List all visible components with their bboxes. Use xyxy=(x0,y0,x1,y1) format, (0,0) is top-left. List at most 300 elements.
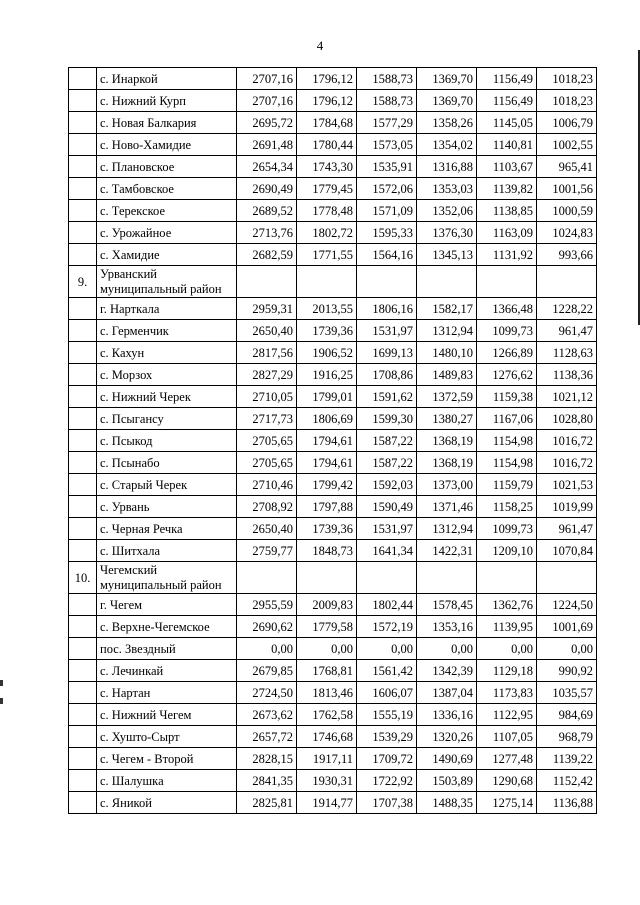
value-cell xyxy=(237,562,297,594)
value-cell: 1802,72 xyxy=(297,222,357,244)
settlement-name-cell: с. Хушто-Сырт xyxy=(97,726,237,748)
table-body xyxy=(69,68,597,814)
value-cell: 1531,97 xyxy=(357,518,417,540)
value-cell: 965,41 xyxy=(537,156,597,178)
value-cell: 1743,30 xyxy=(297,156,357,178)
value-cell: 1021,53 xyxy=(537,474,597,496)
value-cell xyxy=(297,562,357,594)
settlement-name-cell: с. Тамбовское xyxy=(97,178,237,200)
row-number-cell xyxy=(69,178,97,200)
value-cell: 1016,72 xyxy=(537,452,597,474)
value-cell: 1799,01 xyxy=(297,386,357,408)
settlement-name-cell: с. Нижний Черек xyxy=(97,386,237,408)
value-cell: 1813,46 xyxy=(297,682,357,704)
value-cell xyxy=(537,562,597,594)
value-cell: 2710,05 xyxy=(237,386,297,408)
value-cell: 1158,25 xyxy=(477,496,537,518)
value-cell: 961,47 xyxy=(537,518,597,540)
value-cell: 1587,22 xyxy=(357,430,417,452)
value-cell: 1771,55 xyxy=(297,244,357,266)
table-row xyxy=(69,386,597,408)
row-number-cell xyxy=(69,430,97,452)
value-cell: 1167,06 xyxy=(477,408,537,430)
row-number-cell xyxy=(69,474,97,496)
table-row xyxy=(69,682,597,704)
settlement-name-cell: с. Яникой xyxy=(97,792,237,814)
value-cell: 2650,40 xyxy=(237,320,297,342)
value-cell xyxy=(357,562,417,594)
value-cell: 1163,09 xyxy=(477,222,537,244)
value-cell: 1592,03 xyxy=(357,474,417,496)
value-cell: 1139,82 xyxy=(477,178,537,200)
value-cell: 0,00 xyxy=(477,638,537,660)
row-number-cell xyxy=(69,540,97,562)
table-row xyxy=(69,616,597,638)
value-cell: 2825,81 xyxy=(237,792,297,814)
table-row xyxy=(69,222,597,244)
value-cell: 1035,57 xyxy=(537,682,597,704)
table-row xyxy=(69,430,597,452)
table-row xyxy=(69,748,597,770)
value-cell: 2690,62 xyxy=(237,616,297,638)
row-number-cell xyxy=(69,792,97,814)
value-cell: 0,00 xyxy=(537,638,597,660)
value-cell: 1599,30 xyxy=(357,408,417,430)
value-cell: 1641,34 xyxy=(357,540,417,562)
table-row xyxy=(69,594,597,616)
table-row xyxy=(69,726,597,748)
value-cell: 2695,72 xyxy=(237,112,297,134)
value-cell: 1796,12 xyxy=(297,90,357,112)
value-cell: 1369,70 xyxy=(417,68,477,90)
row-number-cell xyxy=(69,320,97,342)
settlement-name-cell: с. Инаркой xyxy=(97,68,237,90)
value-cell: 1275,14 xyxy=(477,792,537,814)
settlement-name-cell: г. Нарткала xyxy=(97,298,237,320)
value-cell: 1784,68 xyxy=(297,112,357,134)
table-row xyxy=(69,244,597,266)
value-cell: 1018,23 xyxy=(537,90,597,112)
table-row xyxy=(69,134,597,156)
value-cell: 1173,83 xyxy=(477,682,537,704)
value-cell: 1276,62 xyxy=(477,364,537,386)
table-row xyxy=(69,200,597,222)
row-number-cell xyxy=(69,134,97,156)
value-cell: 1369,70 xyxy=(417,90,477,112)
row-number-cell xyxy=(69,638,97,660)
row-number-cell xyxy=(69,386,97,408)
table-row xyxy=(69,364,597,386)
value-cell: 1595,33 xyxy=(357,222,417,244)
value-cell: 1156,49 xyxy=(477,90,537,112)
value-cell: 1154,98 xyxy=(477,430,537,452)
value-cell: 1806,16 xyxy=(357,298,417,320)
value-cell: 1209,10 xyxy=(477,540,537,562)
row-number-cell xyxy=(69,200,97,222)
settlement-name-cell: с. Шитхала xyxy=(97,540,237,562)
value-cell: 0,00 xyxy=(297,638,357,660)
value-cell: 2650,40 xyxy=(237,518,297,540)
row-number-cell: 10. xyxy=(69,562,97,594)
row-number-cell xyxy=(69,244,97,266)
value-cell: 1708,86 xyxy=(357,364,417,386)
value-cell: 990,92 xyxy=(537,660,597,682)
value-cell: 1128,63 xyxy=(537,342,597,364)
table-row xyxy=(69,178,597,200)
value-cell: 1312,94 xyxy=(417,518,477,540)
value-cell: 1156,49 xyxy=(477,68,537,90)
margin-mark xyxy=(0,698,3,704)
value-cell: 1159,38 xyxy=(477,386,537,408)
value-cell: 1778,48 xyxy=(297,200,357,222)
table-row xyxy=(69,156,597,178)
value-cell: 1152,42 xyxy=(537,770,597,792)
table-row xyxy=(69,408,597,430)
value-cell: 1354,02 xyxy=(417,134,477,156)
value-cell: 1320,26 xyxy=(417,726,477,748)
value-cell: 1353,16 xyxy=(417,616,477,638)
settlement-name-cell: с. Хамидие xyxy=(97,244,237,266)
value-cell: 1139,95 xyxy=(477,616,537,638)
value-cell: 2689,52 xyxy=(237,200,297,222)
value-cell: 1561,42 xyxy=(357,660,417,682)
row-number-cell xyxy=(69,112,97,134)
value-cell xyxy=(537,266,597,298)
value-cell: 2013,55 xyxy=(297,298,357,320)
row-number-cell xyxy=(69,682,97,704)
value-cell: 1779,58 xyxy=(297,616,357,638)
value-cell: 1930,31 xyxy=(297,770,357,792)
value-cell: 1794,61 xyxy=(297,452,357,474)
row-number-cell xyxy=(69,68,97,90)
table-row xyxy=(69,496,597,518)
value-cell xyxy=(237,266,297,298)
value-cell: 1131,92 xyxy=(477,244,537,266)
value-cell: 1503,89 xyxy=(417,770,477,792)
value-cell: 1345,13 xyxy=(417,244,477,266)
settlement-name-cell: с. Ново-Хамидие xyxy=(97,134,237,156)
value-cell: 1122,95 xyxy=(477,704,537,726)
value-cell xyxy=(357,266,417,298)
value-cell: 1019,99 xyxy=(537,496,597,518)
settlement-name-cell: с. Верхне-Чегемское xyxy=(97,616,237,638)
row-number-cell xyxy=(69,616,97,638)
value-cell: 2955,59 xyxy=(237,594,297,616)
value-cell: 2759,77 xyxy=(237,540,297,562)
value-cell: 1107,05 xyxy=(477,726,537,748)
value-cell: 1739,36 xyxy=(297,320,357,342)
settlement-name-cell: с. Черная Речка xyxy=(97,518,237,540)
table-row xyxy=(69,112,597,134)
row-number-cell xyxy=(69,704,97,726)
value-cell: 2710,46 xyxy=(237,474,297,496)
value-cell: 1372,59 xyxy=(417,386,477,408)
value-cell: 1002,55 xyxy=(537,134,597,156)
value-cell: 2827,29 xyxy=(237,364,297,386)
row-number-cell xyxy=(69,770,97,792)
row-number-cell xyxy=(69,660,97,682)
value-cell: 1588,73 xyxy=(357,68,417,90)
value-cell: 1138,36 xyxy=(537,364,597,386)
settlement-name-cell: с. Терекское xyxy=(97,200,237,222)
table-row xyxy=(69,474,597,496)
row-number-cell xyxy=(69,748,97,770)
tariff-table xyxy=(68,67,597,814)
value-cell: 1480,10 xyxy=(417,342,477,364)
value-cell: 1140,81 xyxy=(477,134,537,156)
value-cell: 1224,50 xyxy=(537,594,597,616)
value-cell: 1387,04 xyxy=(417,682,477,704)
value-cell: 1490,69 xyxy=(417,748,477,770)
row-number-cell xyxy=(69,452,97,474)
value-cell: 2705,65 xyxy=(237,452,297,474)
margin-mark xyxy=(0,680,3,686)
value-cell: 1000,59 xyxy=(537,200,597,222)
value-cell: 2009,83 xyxy=(297,594,357,616)
table-row xyxy=(69,660,597,682)
value-cell: 1848,73 xyxy=(297,540,357,562)
value-cell: 1001,69 xyxy=(537,616,597,638)
value-cell: 1488,35 xyxy=(417,792,477,814)
settlement-name-cell: с. Нижний Чегем xyxy=(97,704,237,726)
table-row xyxy=(69,298,597,320)
value-cell: 1746,68 xyxy=(297,726,357,748)
value-cell: 1277,48 xyxy=(477,748,537,770)
row-number-cell: 9. xyxy=(69,266,97,298)
value-cell: 1739,36 xyxy=(297,518,357,540)
value-cell: 1138,85 xyxy=(477,200,537,222)
value-cell: 1380,27 xyxy=(417,408,477,430)
table-row xyxy=(69,342,597,364)
value-cell: 1358,26 xyxy=(417,112,477,134)
settlement-name-cell: с. Лечинкай xyxy=(97,660,237,682)
row-number-cell xyxy=(69,90,97,112)
settlement-name-cell: с. Чегем - Второй xyxy=(97,748,237,770)
value-cell: 1571,09 xyxy=(357,200,417,222)
value-cell: 1535,91 xyxy=(357,156,417,178)
row-number-cell xyxy=(69,364,97,386)
settlement-name-cell: с. Морзох xyxy=(97,364,237,386)
table-row xyxy=(69,68,597,90)
value-cell: 2717,73 xyxy=(237,408,297,430)
value-cell xyxy=(297,266,357,298)
value-cell: 1572,06 xyxy=(357,178,417,200)
value-cell: 1368,19 xyxy=(417,452,477,474)
value-cell: 1353,03 xyxy=(417,178,477,200)
value-cell: 1797,88 xyxy=(297,496,357,518)
settlement-name-cell: с. Плановское xyxy=(97,156,237,178)
value-cell: 2673,62 xyxy=(237,704,297,726)
value-cell: 1103,67 xyxy=(477,156,537,178)
value-cell: 1590,49 xyxy=(357,496,417,518)
value-cell: 1578,45 xyxy=(417,594,477,616)
row-number-cell xyxy=(69,298,97,320)
value-cell: 2654,34 xyxy=(237,156,297,178)
value-cell: 1028,80 xyxy=(537,408,597,430)
value-cell: 1376,30 xyxy=(417,222,477,244)
value-cell: 993,66 xyxy=(537,244,597,266)
value-cell: 1582,17 xyxy=(417,298,477,320)
value-cell: 1312,94 xyxy=(417,320,477,342)
value-cell xyxy=(477,266,537,298)
value-cell: 1099,73 xyxy=(477,320,537,342)
value-cell: 1228,22 xyxy=(537,298,597,320)
row-number-cell xyxy=(69,594,97,616)
value-cell: 1806,69 xyxy=(297,408,357,430)
value-cell: 1371,46 xyxy=(417,496,477,518)
value-cell: 1762,58 xyxy=(297,704,357,726)
value-cell: 1422,31 xyxy=(417,540,477,562)
value-cell: 1145,05 xyxy=(477,112,537,134)
table-row xyxy=(69,452,597,474)
value-cell: 0,00 xyxy=(417,638,477,660)
table-row xyxy=(69,90,597,112)
value-cell: 1070,84 xyxy=(537,540,597,562)
value-cell: 1006,79 xyxy=(537,112,597,134)
value-cell: 1799,42 xyxy=(297,474,357,496)
row-number-cell xyxy=(69,518,97,540)
value-cell: 2817,56 xyxy=(237,342,297,364)
value-cell: 1577,29 xyxy=(357,112,417,134)
value-cell xyxy=(417,266,477,298)
value-cell: 1136,88 xyxy=(537,792,597,814)
value-cell: 2959,31 xyxy=(237,298,297,320)
value-cell: 0,00 xyxy=(237,638,297,660)
settlement-name-cell: пос. Звездный xyxy=(97,638,237,660)
value-cell: 1539,29 xyxy=(357,726,417,748)
value-cell: 968,79 xyxy=(537,726,597,748)
value-cell: 1099,73 xyxy=(477,518,537,540)
settlement-name-cell: с. Псыкод xyxy=(97,430,237,452)
value-cell: 2841,35 xyxy=(237,770,297,792)
value-cell: 1154,98 xyxy=(477,452,537,474)
value-cell: 1588,73 xyxy=(357,90,417,112)
value-cell: 2828,15 xyxy=(237,748,297,770)
value-cell: 2707,16 xyxy=(237,90,297,112)
value-cell: 984,69 xyxy=(537,704,597,726)
settlement-name-cell: с. Псынабо xyxy=(97,452,237,474)
row-number-cell xyxy=(69,496,97,518)
district-header-row xyxy=(69,266,597,298)
value-cell: 1342,39 xyxy=(417,660,477,682)
value-cell: 1555,19 xyxy=(357,704,417,726)
value-cell xyxy=(417,562,477,594)
value-cell: 1316,88 xyxy=(417,156,477,178)
value-cell: 1016,72 xyxy=(537,430,597,452)
value-cell: 2690,49 xyxy=(237,178,297,200)
settlement-name-cell: с. Новая Балкария xyxy=(97,112,237,134)
row-number-cell xyxy=(69,342,97,364)
value-cell: 1531,97 xyxy=(357,320,417,342)
table-row xyxy=(69,540,597,562)
value-cell: 1917,11 xyxy=(297,748,357,770)
value-cell: 1266,89 xyxy=(477,342,537,364)
value-cell: 1779,45 xyxy=(297,178,357,200)
value-cell: 2691,48 xyxy=(237,134,297,156)
settlement-name-cell: с. Шалушка xyxy=(97,770,237,792)
value-cell: 2705,65 xyxy=(237,430,297,452)
value-cell: 2713,76 xyxy=(237,222,297,244)
table-row xyxy=(69,792,597,814)
district-name-cell: Чегемский муниципальный район xyxy=(97,562,237,594)
value-cell: 1587,22 xyxy=(357,452,417,474)
value-cell: 1366,48 xyxy=(477,298,537,320)
value-cell: 2682,59 xyxy=(237,244,297,266)
value-cell: 1722,92 xyxy=(357,770,417,792)
value-cell: 1606,07 xyxy=(357,682,417,704)
value-cell: 1699,13 xyxy=(357,342,417,364)
value-cell: 2724,50 xyxy=(237,682,297,704)
settlement-name-cell: с. Старый Черек xyxy=(97,474,237,496)
value-cell: 2679,85 xyxy=(237,660,297,682)
value-cell: 1368,19 xyxy=(417,430,477,452)
value-cell: 1489,83 xyxy=(417,364,477,386)
table-row xyxy=(69,704,597,726)
value-cell: 1916,25 xyxy=(297,364,357,386)
value-cell: 1352,06 xyxy=(417,200,477,222)
settlement-name-cell: с. Герменчик xyxy=(97,320,237,342)
value-cell: 1024,83 xyxy=(537,222,597,244)
value-cell: 1591,62 xyxy=(357,386,417,408)
value-cell: 1707,38 xyxy=(357,792,417,814)
value-cell: 1796,12 xyxy=(297,68,357,90)
settlement-name-cell: с. Урвань xyxy=(97,496,237,518)
table-row xyxy=(69,638,597,660)
value-cell: 1362,76 xyxy=(477,594,537,616)
value-cell: 961,47 xyxy=(537,320,597,342)
value-cell: 1139,22 xyxy=(537,748,597,770)
value-cell: 2707,16 xyxy=(237,68,297,90)
value-cell: 2708,92 xyxy=(237,496,297,518)
district-name-cell: Урванский муниципальный район xyxy=(97,266,237,298)
row-number-cell xyxy=(69,408,97,430)
table-row xyxy=(69,770,597,792)
table-row xyxy=(69,320,597,342)
value-cell: 1021,12 xyxy=(537,386,597,408)
value-cell: 1573,05 xyxy=(357,134,417,156)
value-cell: 1001,56 xyxy=(537,178,597,200)
row-number-cell xyxy=(69,156,97,178)
value-cell: 1572,19 xyxy=(357,616,417,638)
value-cell: 0,00 xyxy=(357,638,417,660)
value-cell: 2657,72 xyxy=(237,726,297,748)
value-cell: 1768,81 xyxy=(297,660,357,682)
settlement-name-cell: с. Нижний Курп xyxy=(97,90,237,112)
value-cell: 1914,77 xyxy=(297,792,357,814)
settlement-name-cell: с. Кахун xyxy=(97,342,237,364)
settlement-name-cell: с. Нартан xyxy=(97,682,237,704)
page-number: 4 xyxy=(316,38,324,53)
row-number-cell xyxy=(69,222,97,244)
settlement-name-cell: с. Урожайное xyxy=(97,222,237,244)
district-header-row xyxy=(69,562,597,594)
value-cell xyxy=(477,562,537,594)
value-cell: 1906,52 xyxy=(297,342,357,364)
value-cell: 1794,61 xyxy=(297,430,357,452)
settlement-name-cell: с. Псыгансу xyxy=(97,408,237,430)
settlement-name-cell: г. Чегем xyxy=(97,594,237,616)
value-cell: 1564,16 xyxy=(357,244,417,266)
value-cell: 1709,72 xyxy=(357,748,417,770)
value-cell: 1373,00 xyxy=(417,474,477,496)
value-cell: 1802,44 xyxy=(357,594,417,616)
table-row xyxy=(69,518,597,540)
value-cell: 1018,23 xyxy=(537,68,597,90)
value-cell: 1780,44 xyxy=(297,134,357,156)
value-cell: 1290,68 xyxy=(477,770,537,792)
value-cell: 1129,18 xyxy=(477,660,537,682)
value-cell: 1159,79 xyxy=(477,474,537,496)
